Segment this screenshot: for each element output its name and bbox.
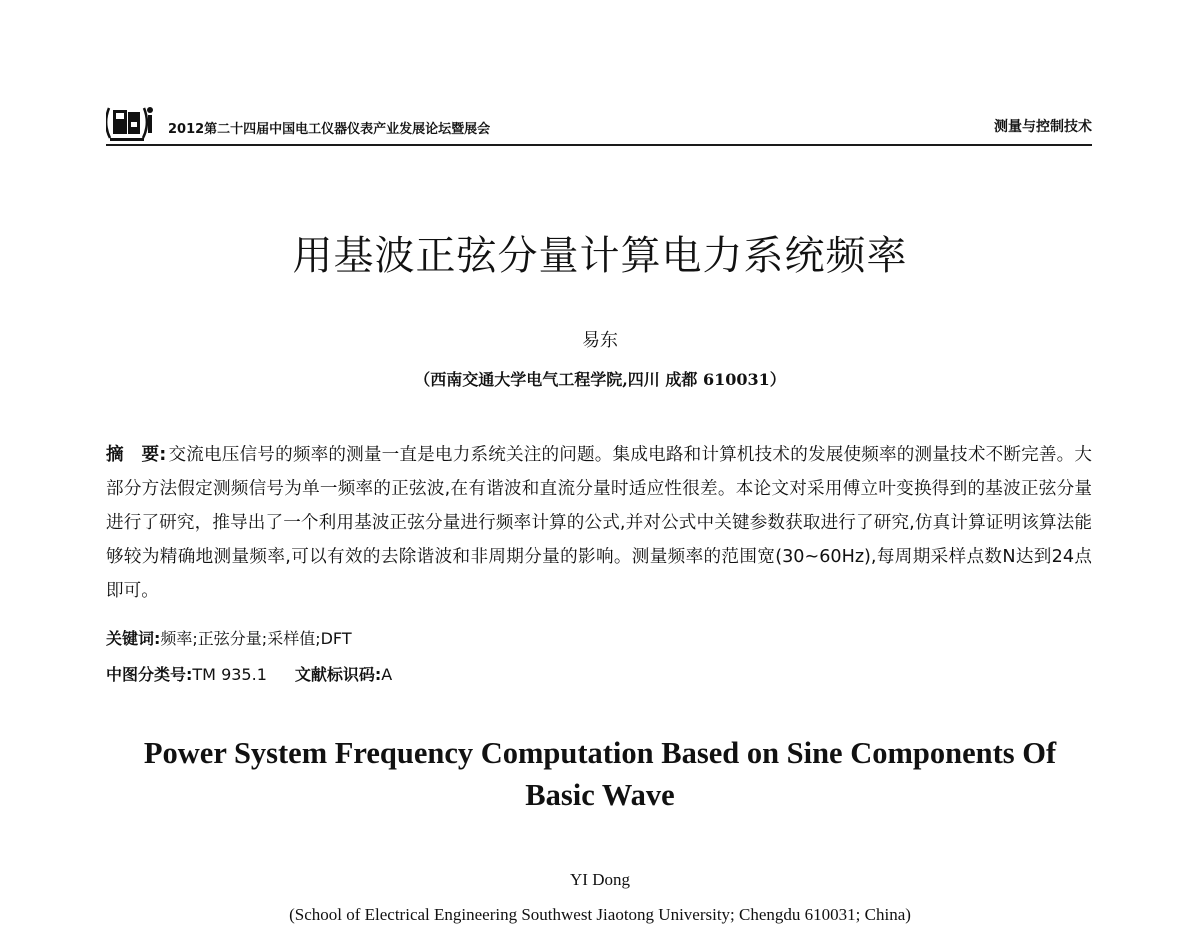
author-en: YI Dong	[570, 870, 630, 889]
doc-code-label: 文献标识码:	[294, 665, 382, 684]
abstract-label: 摘 要:	[106, 445, 167, 465]
abstract-text: 交流电压信号的频率的测量一直是电力系统关注的问题。集成电路和计算机技术的发展使频率的测量技术不断完善。大部分方法假定测频信号为单一频率的正弦波,在有谐波和直流分量时适应性很差。本论文对采用傅立叶变换得到的基波正弦分量进行了研究，推导出了一个利用基波正弦分量进行频率计算的公式,并对公式中关键参数获取进行了研究,仿真计算证明该算法能够较为精确地测量频率,可以有效的去除谐波和非周期分量的影响。测量频率的范围宽(30~60Hz),每周期采样点数N达到24点即可。	[106, 445, 1092, 601]
clc-label: 中图分类号:	[106, 665, 193, 684]
keywords	[106, 626, 352, 649]
keywords-text: 频率;正弦分量;采样值;DFT	[160, 629, 352, 648]
affiliation-cn: （西南交通大学电气工程学院,四川 成都 610031）	[414, 370, 786, 389]
paper-title-cn: 用基波正弦分量计算电力系统频率	[292, 233, 908, 279]
journal-section: 测量与控制技术	[994, 119, 1092, 135]
conference-name: 2012第二十四届中国电工仪器仪表产业发展论坛暨展会	[168, 122, 491, 137]
abstract	[106, 438, 1092, 608]
clc-value: TM 935.1	[192, 665, 267, 684]
keywords-label: 关键词:	[106, 629, 161, 648]
doc-code-value: A	[381, 665, 393, 684]
affiliation-en: (School of Electrical Engineering Southwest Jiaotong University; Chengdu 610031; China)	[289, 905, 911, 924]
running-header	[106, 100, 1092, 146]
conference-logo-icon	[106, 102, 166, 142]
paper-title-en: Power System Frequency Computation Based on Sine Components Of Basic Wave	[143, 736, 1057, 812]
author-cn: 易东	[582, 330, 618, 351]
classification	[106, 662, 392, 685]
